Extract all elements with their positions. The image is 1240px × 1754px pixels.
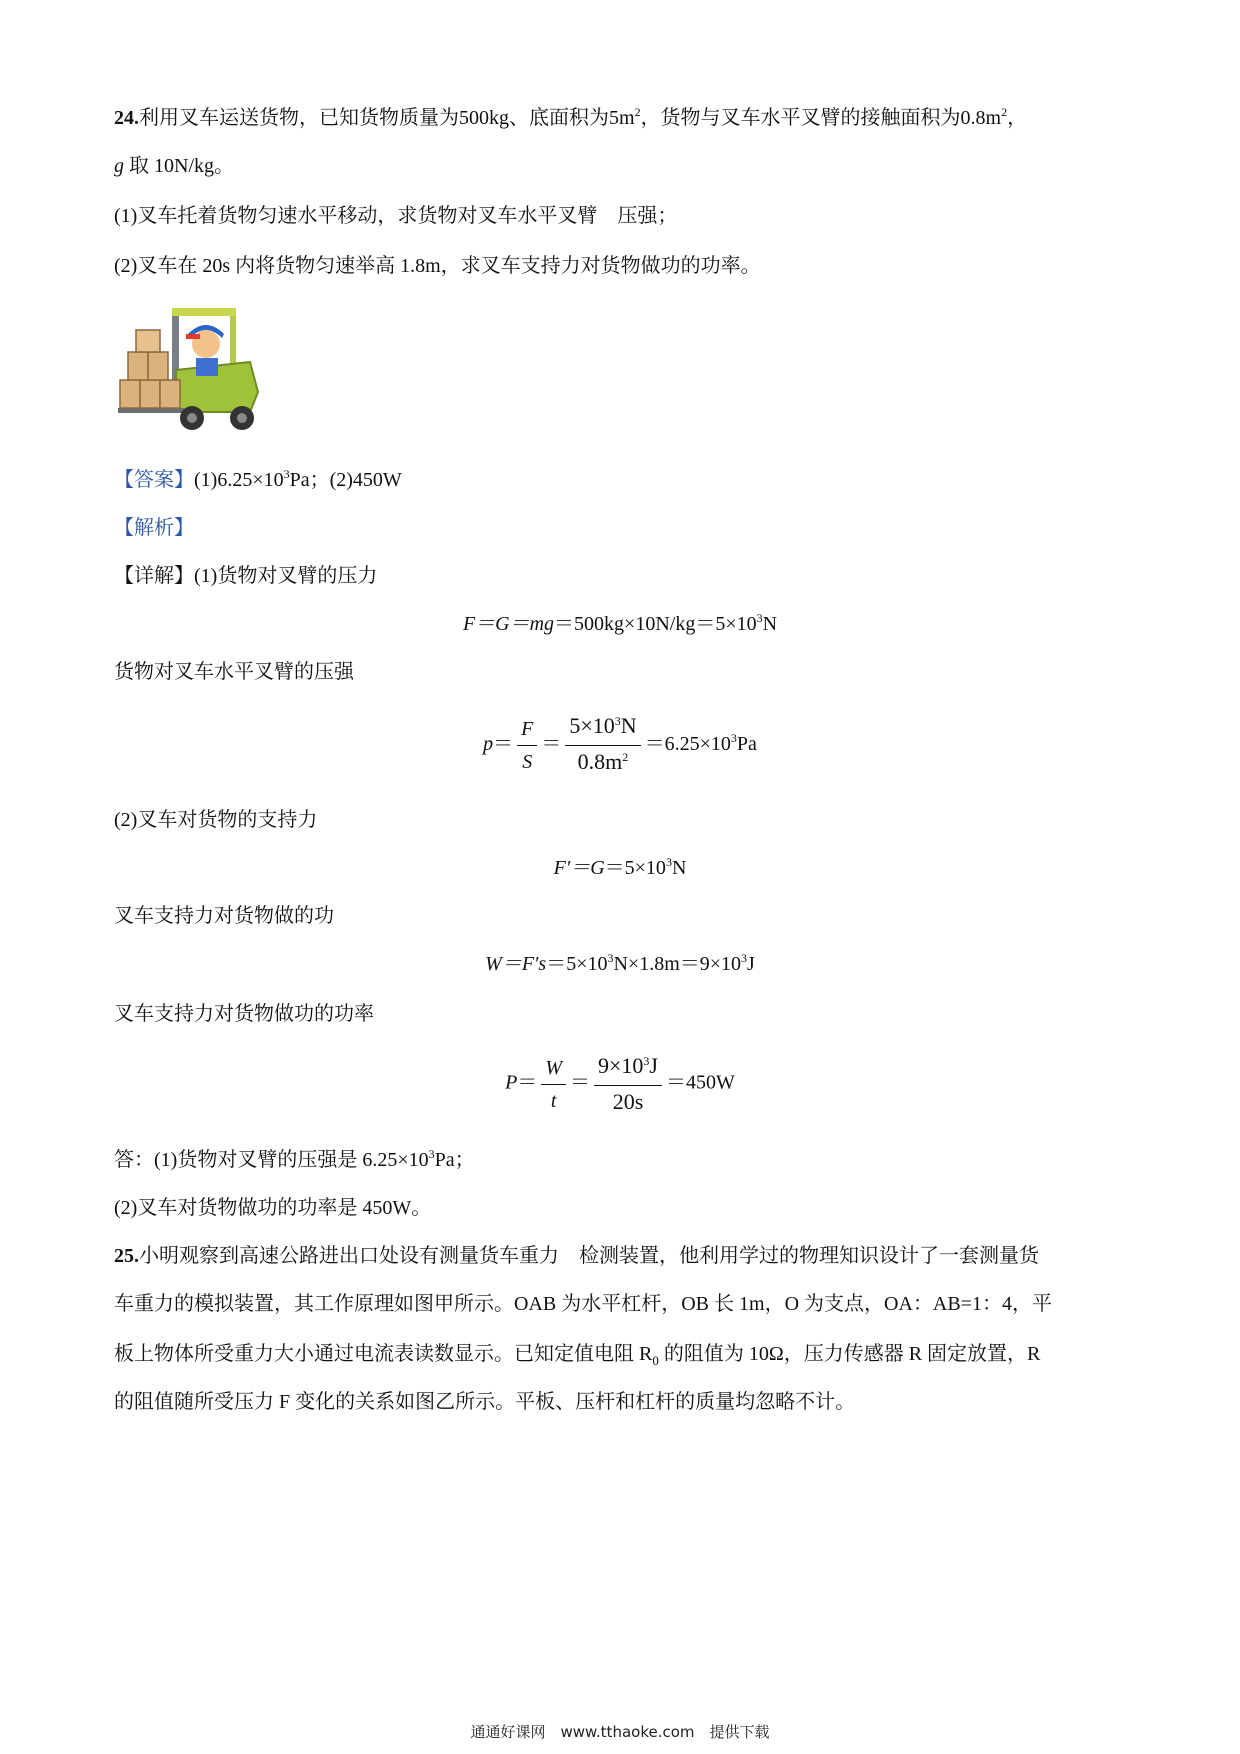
equation-rhs: ＝5×10 (604, 857, 666, 879)
superscript: 3 (614, 714, 621, 728)
superscript: 3 (283, 467, 290, 481)
detail-line2: 货物对叉车水平叉臂的压强 (114, 661, 354, 683)
equation-rhs: ＝6.25×10 (644, 733, 731, 756)
detail-text: (1)货物对叉臂的压力 (194, 565, 378, 587)
q25-line1 (114, 1242, 1039, 1270)
fraction-values (594, 1052, 662, 1116)
q24-part1: (1)叉车托着货物匀速水平移动，求货物对叉车水平叉臂 压强； (114, 205, 678, 227)
superscript: 3 (730, 731, 737, 746)
equation-force (0, 610, 1240, 640)
equation-support-force (0, 854, 1240, 884)
equation-unit: J (747, 953, 755, 975)
detail-line1 (114, 562, 377, 590)
equals: ＝ (570, 1071, 590, 1094)
numerator: 5×10 (569, 713, 615, 738)
final-answer-1 (114, 1146, 475, 1176)
subscript: 0 (652, 1353, 659, 1368)
equation-unit: N (762, 613, 778, 635)
superscript: 2 (634, 105, 641, 119)
denominator: 20s (612, 1089, 644, 1114)
q24-stem-a: 利用叉车运送货物，已知货物质量为500kg、底面积为5m (139, 107, 635, 129)
symbol-W: W (485, 953, 502, 975)
symbol-t: t (550, 1089, 557, 1112)
q24-stem-c: ， (1007, 107, 1028, 129)
question-number: 24. (114, 107, 139, 129)
final-answer-text: 答：(1)货物对叉臂的压强是 6.25×10 (114, 1149, 429, 1171)
detail-line4: 叉车支持力对货物做的功 (114, 905, 334, 927)
superscript: 2 (622, 750, 629, 764)
forklift-illustration (110, 300, 270, 440)
equation-power (0, 1052, 1240, 1116)
question-number: 25. (114, 1245, 139, 1267)
q25-text-3a: 板上物体所受重力大小通过电流表读数显示。已知定值电阻 R (114, 1343, 653, 1365)
denominator: 0.8m (577, 749, 623, 774)
numerator: 9×10 (598, 1053, 644, 1078)
equation-rhs: ＝5×10 (546, 953, 608, 975)
equation-rhs: ＝450W (665, 1071, 735, 1094)
page-footer: 通通好课网 www.tthaoke.com 提供下载 (470, 1723, 770, 1741)
answer-text-b: Pa；(2)450W (289, 469, 402, 491)
q25-line4: 的阻值随所受压力 F 变化的关系如图乙所示。平板、压杆和杠杆的质量均忽略不计。 (114, 1391, 856, 1413)
equals: ＝ (541, 733, 562, 756)
analysis-label: 【解析】 (114, 517, 194, 539)
symbol-p: p (483, 733, 494, 756)
q25-line3 (114, 1340, 1040, 1370)
superscript: 3 (428, 1147, 435, 1161)
q24-stem-d: 取 10N/kg。 (124, 155, 234, 177)
superscript: 3 (643, 1054, 650, 1068)
equation-rhs: ＝500kg×10N/kg＝5×10 (554, 613, 757, 635)
answer-label: 【答案】 (114, 469, 194, 491)
equation-lhs: F＝G＝mg (462, 613, 555, 635)
numerator-unit: J (649, 1053, 658, 1078)
answer-line (114, 466, 402, 496)
fraction-values (565, 712, 640, 779)
numerator-unit: N (620, 713, 637, 738)
q25-line2: 车重力的模拟装置，其工作原理如图甲所示。OAB 为水平杠杆，OB 长 1m，O 为支点，OA：AB=1：4，平 (114, 1293, 1052, 1315)
equation-work (0, 950, 1240, 980)
equation-unit: N (671, 857, 687, 879)
symbol-F: F (521, 718, 534, 740)
equation-unit: Pa (736, 733, 757, 756)
fraction-F-over-S (517, 715, 537, 776)
q25-text-3b: 的阻值为 10Ω，压力传感器 R 固定放置，R (658, 1343, 1041, 1365)
g-symbol: g (114, 155, 124, 177)
answer-text-a: (1)6.25×10 (194, 469, 284, 491)
q24-stem-line2 (114, 152, 234, 180)
detail-line5: 叉车支持力对货物做功的功率 (114, 1003, 374, 1025)
q24-stem-b: ，货物与叉车水平叉臂的接触面积为0.8m (640, 107, 1002, 129)
equals: ＝ (493, 733, 514, 756)
symbol-P: P (505, 1071, 518, 1094)
q24-part2: (2)叉车在 20s 内将货物匀速举高 1.8m，求叉车支持力对货物做功的功率。 (114, 255, 761, 277)
q24-stem-line1 (114, 104, 1027, 134)
detail-line3: (2)叉车对货物的支持力 (114, 809, 318, 831)
symbol-S: S (522, 751, 533, 773)
equation-mid: ＝F′s (501, 953, 547, 975)
superscript: 3 (741, 951, 748, 965)
final-answer-unit: Pa； (434, 1149, 475, 1171)
detail-label: 【详解】 (114, 565, 194, 587)
final-answer-2: (2)叉车对货物做功的功率是 450W。 (114, 1197, 432, 1219)
equals: ＝ (517, 1071, 538, 1094)
superscript: 2 (1001, 105, 1008, 119)
equation-rhs-2: N×1.8m＝9×10 (613, 953, 742, 975)
superscript: 3 (665, 855, 672, 869)
equation-pressure (0, 712, 1240, 779)
superscript: 3 (756, 611, 763, 625)
q25-text-1: 小明观察到高速公路进出口处设有测量货车重力 检测装置，他利用学过的物理知识设计了一套测量货 (139, 1245, 1039, 1267)
fraction-W-over-t (541, 1054, 566, 1115)
equation-lhs: F′＝G (553, 857, 605, 879)
symbol-W: W (545, 1056, 562, 1079)
superscript: 3 (607, 951, 614, 965)
